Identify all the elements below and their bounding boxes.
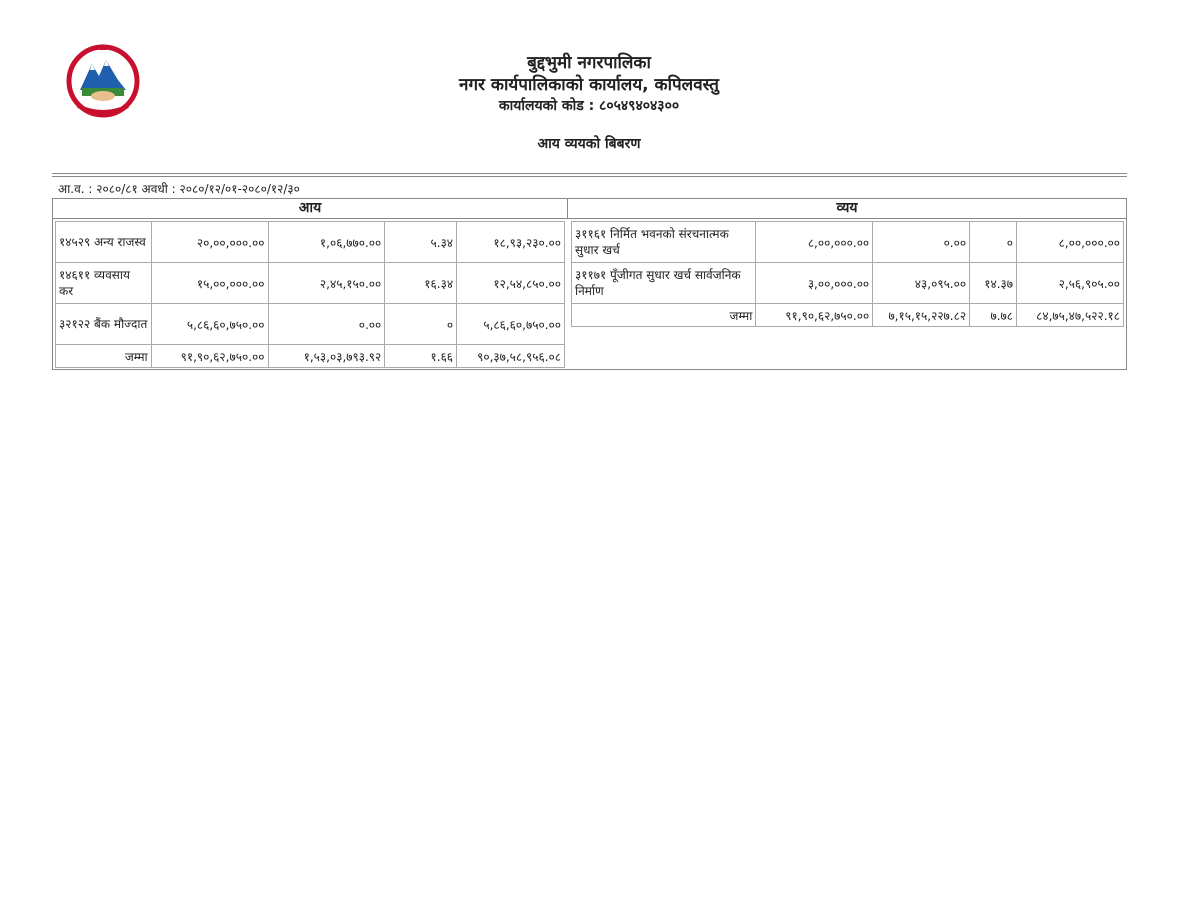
income-label: १४५२९ अन्य राजस्व <box>56 222 152 263</box>
divider <box>52 176 1127 177</box>
table-row <box>56 263 565 304</box>
expense-budget: ८,००,०००.०० <box>756 222 873 263</box>
expense-total-row <box>572 304 1124 327</box>
expense-table <box>571 221 1124 327</box>
expense-label: ३११६१ निर्मित भवनको संरचनात्मक सुधार खर्च <box>572 222 756 263</box>
income-table <box>55 221 565 368</box>
income-remaining: १८,९३,२३०.०० <box>457 222 565 263</box>
expense-budget: ३,००,०००.०० <box>756 263 873 304</box>
income-budget: ५,८६,६०,७५०.०० <box>151 304 268 345</box>
table-row <box>572 222 1124 263</box>
expense-actual: ०.०० <box>873 222 970 263</box>
table-row <box>56 304 565 345</box>
total-percent: १.६६ <box>385 345 457 368</box>
office-code: कार्यालयको कोड : ८०५४९४०४३०० <box>498 98 680 114</box>
income-percent: १६.३४ <box>385 263 457 304</box>
office-name: बुद्दभुमी नगरपालिका <box>527 53 651 73</box>
total-label: जम्मा <box>56 345 152 368</box>
total-remaining: ८४,७५,४७,५२२.१८ <box>1017 304 1124 327</box>
total-budget: ९१,९०,६२,७५०.०० <box>756 304 873 327</box>
expense-heading: व्यय <box>567 198 1127 219</box>
report-header <box>0 52 1178 116</box>
income-budget: १५,००,०००.०० <box>151 263 268 304</box>
income-percent: ० <box>385 304 457 345</box>
expense-remaining: २,५६,९०५.०० <box>1017 263 1124 304</box>
fiscal-period: आ.व. : २०८०/८१ अवधी : २०८०/१२/०१-२०८०/१२/३० <box>58 182 300 196</box>
income-remaining: ५,८६,६०,७५०.०० <box>457 304 565 345</box>
table-row <box>56 222 565 263</box>
income-actual: १,०६,७७०.०० <box>268 222 385 263</box>
expense-actual: ४३,०९५.०० <box>873 263 970 304</box>
total-budget: ९१,९०,६२,७५०.०० <box>151 345 268 368</box>
table-row <box>572 263 1124 304</box>
income-heading: आय <box>52 198 568 219</box>
expense-remaining: ८,००,०००.०० <box>1017 222 1124 263</box>
income-label: ३२१२२ बैंक मौज्दात <box>56 304 152 345</box>
income-actual: ०.०० <box>268 304 385 345</box>
expense-percent: ० <box>970 222 1017 263</box>
total-actual: १,५३,०३,७९३.९२ <box>268 345 385 368</box>
income-percent: ५.३४ <box>385 222 457 263</box>
total-percent: ७.७८ <box>970 304 1017 327</box>
income-label: १४६११ व्यवसाय कर <box>56 263 152 304</box>
expense-label: ३११७१ पूँजीगत सुधार खर्च सार्वजनिक निर्माण <box>572 263 756 304</box>
divider <box>52 173 1127 174</box>
total-remaining: ९०,३७,५८,९५६.०८ <box>457 345 565 368</box>
office-subtitle: नगर कार्यपालिकाको कार्यालय, कपिलवस्तु <box>459 75 719 95</box>
income-actual: २,४५,१५०.०० <box>268 263 385 304</box>
income-remaining: १२,५४,८५०.०० <box>457 263 565 304</box>
expense-percent: १४.३७ <box>970 263 1017 304</box>
total-actual: ७,१५,१५,२२७.८२ <box>873 304 970 327</box>
total-label: जम्मा <box>572 304 756 327</box>
income-budget: २०,००,०००.०० <box>151 222 268 263</box>
report-title: आय व्ययको बिबरण <box>537 136 641 152</box>
income-total-row <box>56 345 565 368</box>
